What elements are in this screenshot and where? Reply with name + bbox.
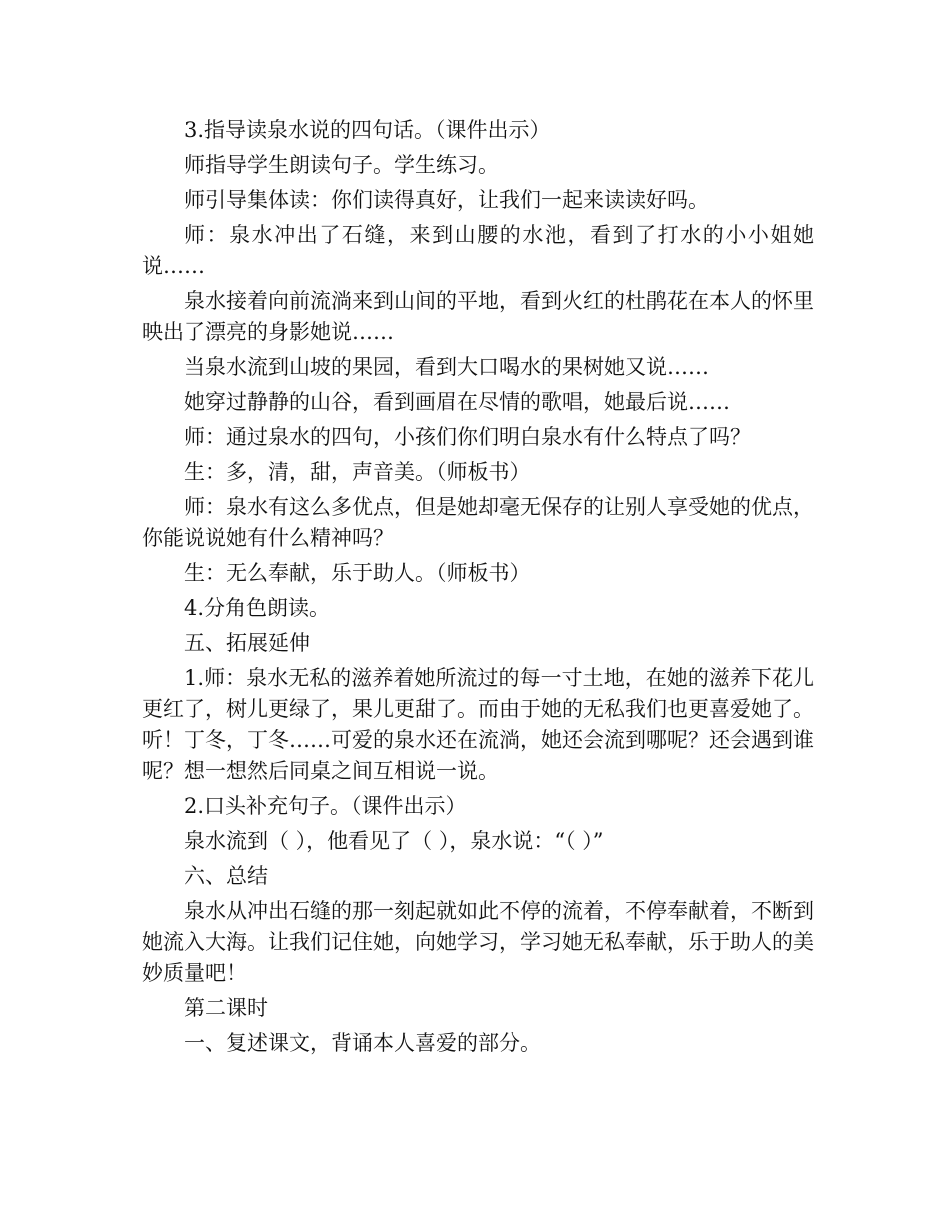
paragraph-18: 泉水从冲出石缝的那一刻起就如此不停的流着，不停奉献着，不断到她流入大海。让我们记住她，向她学习，学习她无私奉献，乐于助人的美妙质量吧！ <box>142 899 814 985</box>
document-page <box>142 115 814 1063</box>
lesson-heading-2: 第二课时 <box>184 996 268 1020</box>
paragraph-3: 师引导集体读：你们读得真好，让我们一起来读读好吗。 <box>184 188 709 212</box>
paragraph-9: 生：多，清，甜，声音美。（师板书） <box>184 460 531 484</box>
paragraph-6: 当泉水流到山坡的果园，看到大口喝水的果树她又说…… <box>184 355 709 379</box>
paragraph-4: 师：泉水冲出了石缝，来到山腰的水池，看到了打水的小小姐她说…… <box>142 223 814 278</box>
section-heading-6: 六、总结 <box>184 864 268 888</box>
paragraph-5: 泉水接着向前流淌来到山间的平地，看到火红的杜鹃花在本人的怀里映出了漂亮的身影她说…… <box>142 289 814 344</box>
paragraph-20: 一、复述课文，背诵本人喜爱的部分。 <box>184 1031 541 1055</box>
paragraph-2: 师指导学生朗读句子。学生练习。 <box>184 153 499 177</box>
paragraph-1: 3.指导读泉水说的四句话。（课件出示） <box>184 118 551 142</box>
paragraph-7: 她穿过静静的山谷，看到画眉在尽情的歌唱，她最后说…… <box>184 390 730 414</box>
paragraph-12: 4.分角色朗读。 <box>184 596 331 620</box>
paragraph-15: 2.口头补充句子。（课件出示） <box>184 794 467 818</box>
paragraph-11: 生：无么奉献，乐于助人。（师板书） <box>184 561 531 585</box>
paragraph-10: 师：泉水有这么多优点，但是她却毫无保存的让别人享受她的优点，你能说说她有什么精神吗？ <box>142 495 814 550</box>
paragraph-14: 1.师：泉水无私的滋养着她所流过的每一寸土地，在她的滋养下花儿更红了，树儿更绿了，果儿更甜了。而由于她的无私我们也更喜爱她了。听！丁冬，丁冬……可爱的泉水还在流淌，她还会流到哪呢？还会遇到谁呢？想一想然后同桌之间互相说一说。 <box>142 666 814 783</box>
paragraph-16: 泉水流到（ ），他看见了（ ），泉水说：“（ ）” <box>184 829 604 853</box>
section-heading-5: 五、拓展延伸 <box>184 631 310 655</box>
paragraph-8: 师：通过泉水的四句，小孩们你们明白泉水有什么特点了吗？ <box>184 425 751 449</box>
